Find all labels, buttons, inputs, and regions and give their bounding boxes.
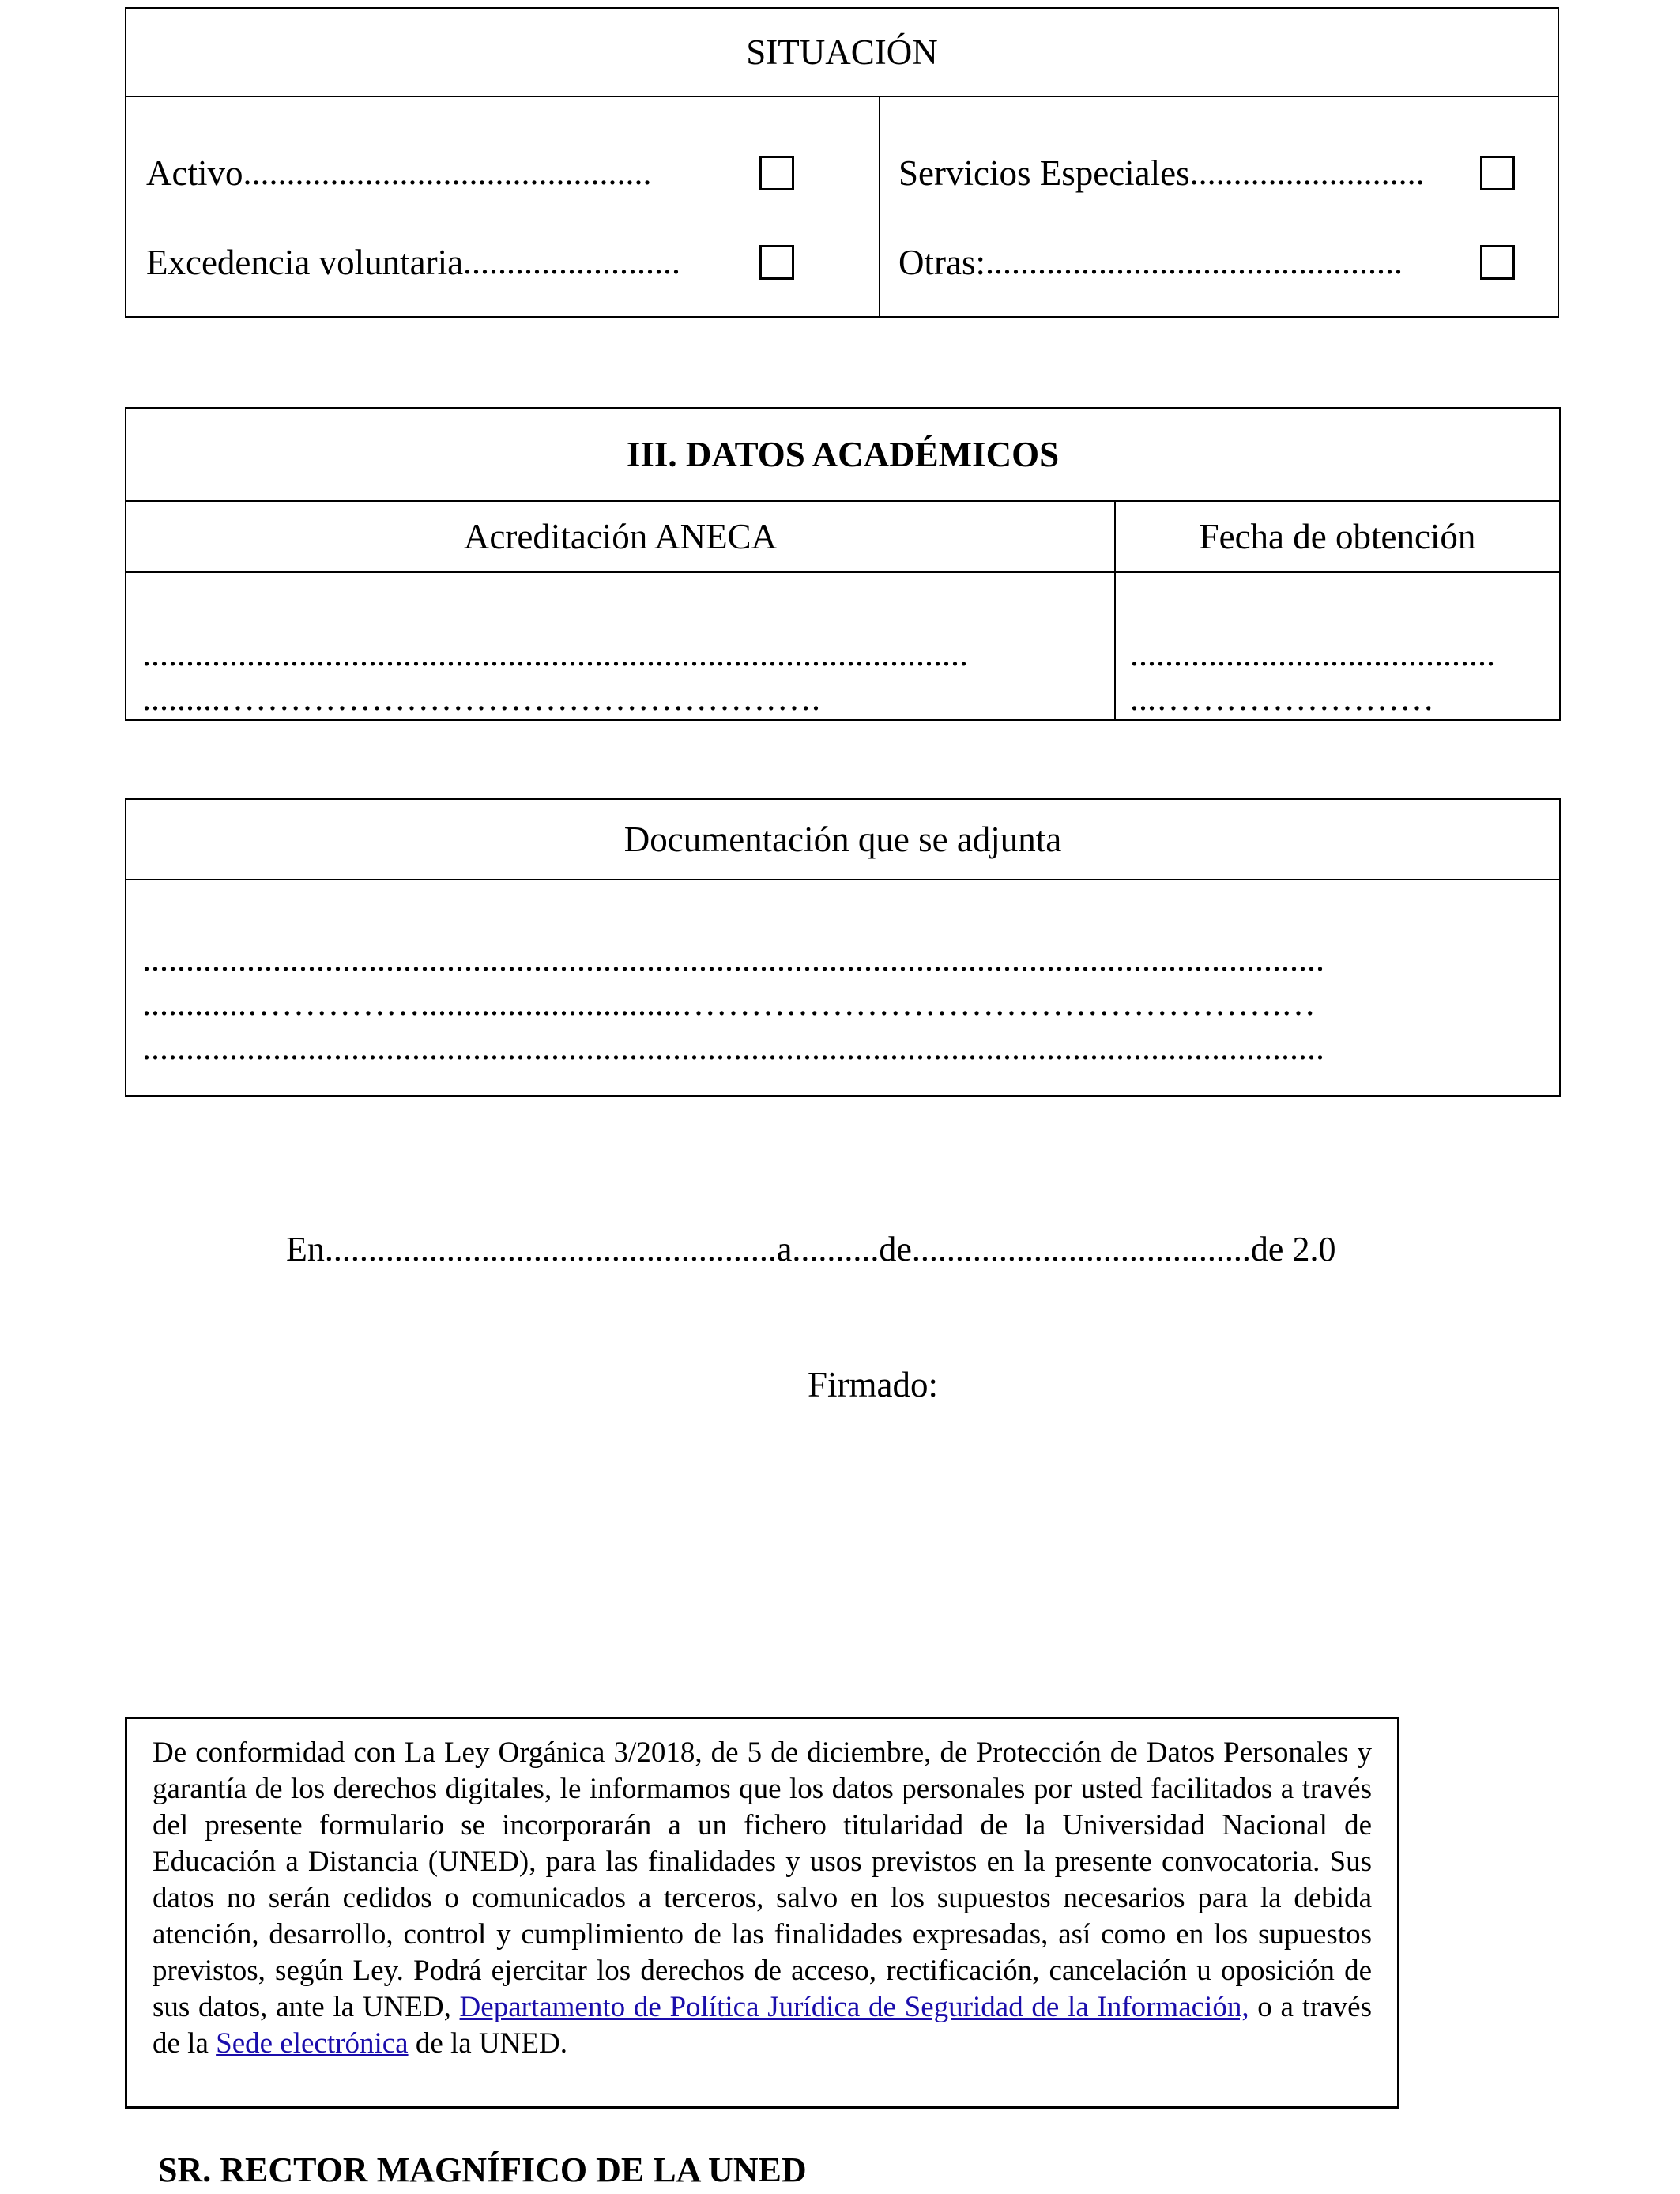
option-label: Servicios Especiales — [898, 153, 1190, 193]
servicios-especiales-checkbox[interactable] — [1480, 156, 1515, 190]
leader-dots: ............................................... — [243, 153, 652, 192]
politica-juridica-link[interactable]: Departamento de Política Jurídica de Seguridad de la Información, — [459, 1991, 1249, 2023]
option-label: Otras: — [898, 243, 985, 282]
notice-text: de la UNED. — [408, 2027, 567, 2060]
documentacion-field[interactable] — [142, 937, 1549, 1070]
excedencia-checkbox[interactable] — [759, 245, 794, 280]
option-servicios-especiales — [898, 151, 1515, 195]
dotted-line: ............................................................................................... — [142, 635, 968, 673]
option-activo — [146, 151, 794, 195]
leader-dots: ................................................ — [985, 243, 1403, 281]
option-otras — [898, 240, 1515, 285]
dotted-line: ........................................................................................................................................ — [142, 940, 1324, 978]
dotted-line: ............……………..............................…………………………………………….… — [142, 984, 1316, 1023]
divider — [126, 571, 1559, 573]
recipient-heading: SR. RECTOR MAGNÍFICO DE LA UNED — [158, 2151, 807, 2189]
divider — [1114, 500, 1116, 719]
sede-electronica-link[interactable]: Sede electrónica — [216, 2027, 409, 2060]
date-line: En....................................................a..........de.......................................de 2.0 — [286, 1230, 1336, 1269]
leader-dots: ......................... — [463, 243, 681, 281]
acreditacion-field[interactable] — [142, 632, 1102, 721]
notice-text: o a través de la — [153, 1991, 1372, 2060]
fecha-obtencion-field[interactable] — [1130, 632, 1557, 721]
dotted-line: .......................................... — [1130, 635, 1495, 673]
dotted-line: ...…………………… — [1130, 679, 1434, 718]
option-label: Excedencia voluntaria — [146, 243, 464, 282]
dotted-line: ........................................................................................................................................ — [142, 1028, 1324, 1067]
academicos-table — [125, 407, 1561, 721]
activo-checkbox[interactable] — [759, 156, 794, 190]
data-protection-notice — [125, 1717, 1399, 2109]
divider — [879, 96, 880, 316]
notice-text: De conformidad con La Ley Orgánica 3/2018, de 5 de diciembre, de Protección de Datos Personales y garantía de los derechos digitales, le informamos que los datos personales por usted facilitados a través del presente formulario se incorporarán a un fichero titularidad de la Universidad Nacional de Educación a Distancia (UNED), para las finalidades y usos previstos en la presente convocatoria. Sus datos no serán cedidos o comunicados a terceros, salvo en los supuestos necesarios para la debida atención, desarrollo, control y cumplimiento de las finalidades expresadas, así como en los supuestos previstos, según Ley. Podrá ejercitar los derechos de acceso, rectificación, cancelación u oposición de sus datos, ante la UNED, — [153, 1736, 1372, 2023]
documentacion-table — [125, 798, 1561, 1097]
academicos-title: III. DATOS ACADÉMICOS — [626, 435, 1060, 474]
divider — [126, 96, 1558, 97]
option-label: Activo — [146, 153, 243, 193]
firmado-label: Firmado: — [808, 1365, 938, 1404]
fecha-obtencion-header: Fecha de obtención — [1199, 517, 1476, 556]
leader-dots: ........................... — [1189, 153, 1425, 192]
option-excedencia — [146, 240, 794, 285]
documentacion-title: Documentación que se adjunta — [623, 820, 1062, 859]
divider — [126, 879, 1559, 880]
acreditacion-header: Acreditación ANECA — [463, 517, 778, 556]
situacion-table — [125, 7, 1559, 318]
dotted-line: .........……………………………………………. — [142, 679, 820, 718]
situacion-title: SITUACIÓN — [746, 32, 938, 72]
otras-checkbox[interactable] — [1480, 245, 1515, 280]
